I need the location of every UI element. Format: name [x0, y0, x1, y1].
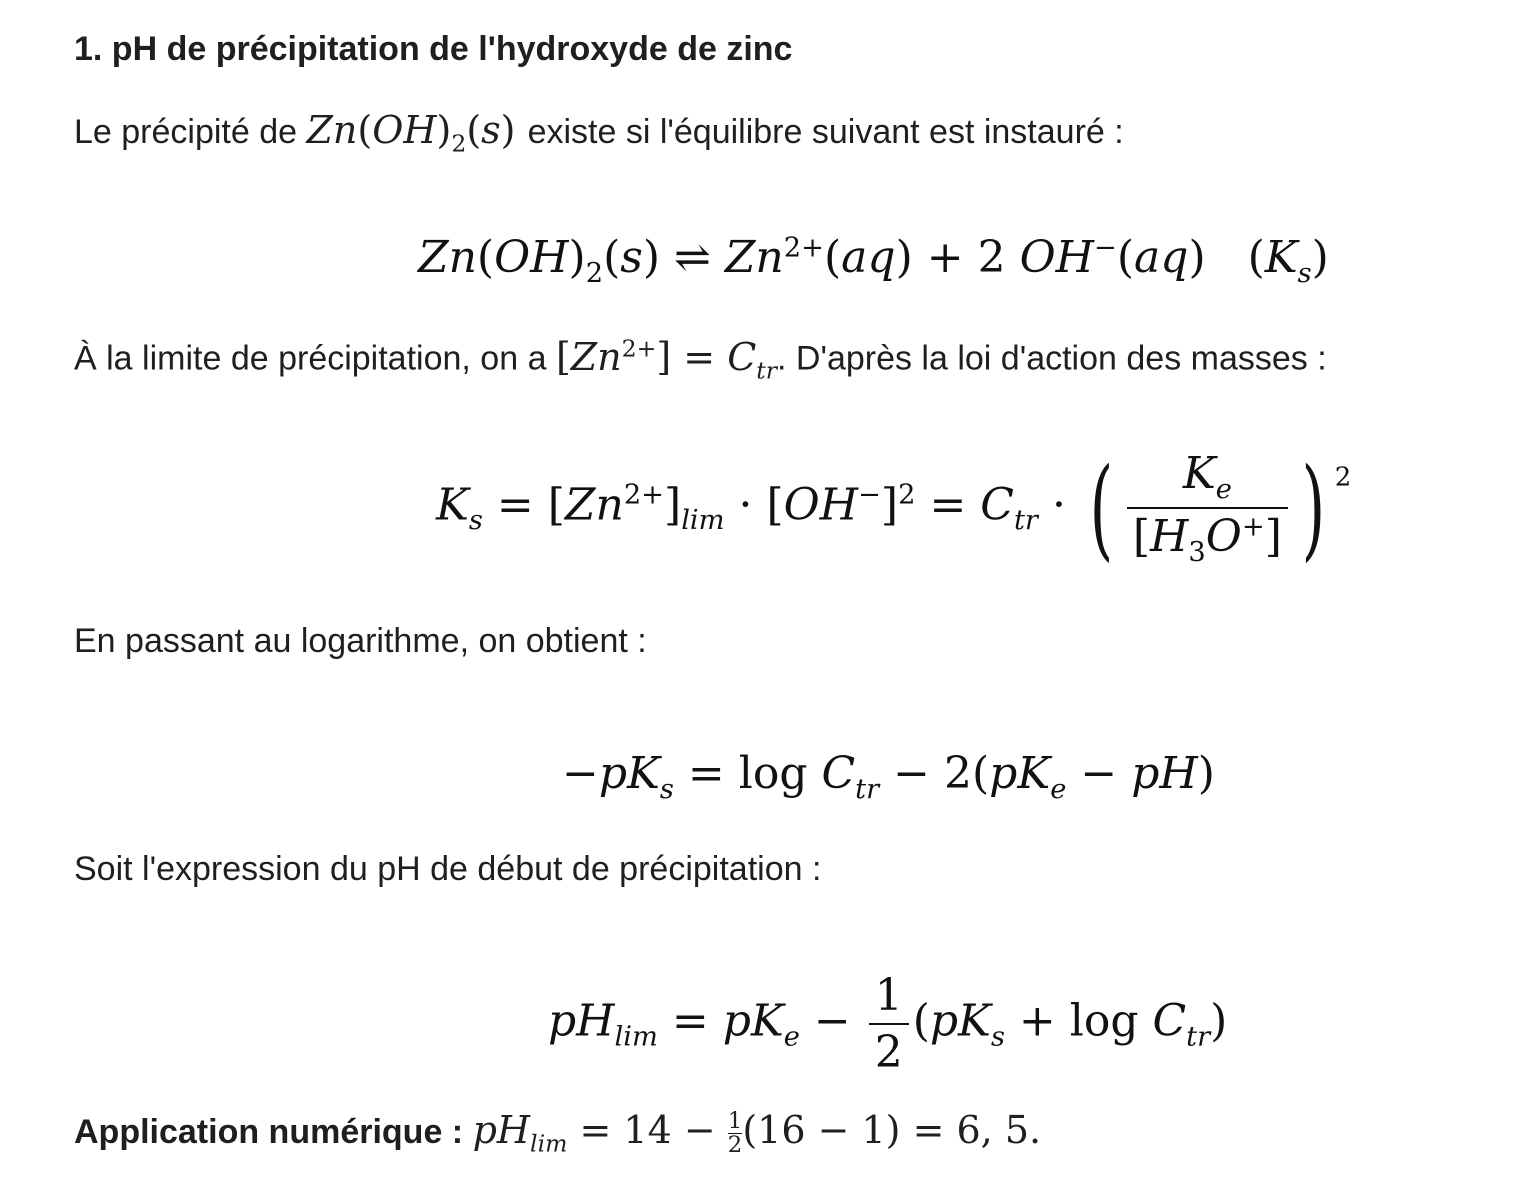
paragraph-limit — [74, 334, 1327, 384]
paragraph-intro-before: Le précipité de — [74, 113, 298, 151]
paragraph-limit-after: . D'après la loi d'action des masses : — [777, 339, 1327, 378]
application-label: Application numérique : — [74, 1113, 464, 1151]
equation-ks-expression: $K_s = [Zn^{2+}]_{lim} \cdot [OH^-]^2 = C_{tr}$ · ( $\frac{K_e}{[H_3O^+]}$ ) $^2$ — [436, 443, 1352, 572]
paragraph-intro-after: existe si l'équilibre suivant est instauré : — [527, 113, 1124, 151]
equation-equilibrium: $Zn(OH)_2(s)$ ⇌ $Zn^{2+}(aq) + 2$ OH−(aq) $(K_s)$ — [418, 232, 1329, 289]
equation-ph-lim: $pH_{lim} = pK_e$ − $\frac{1}{2}$ $(pK_s + \log C_{tr})$ — [548, 970, 1228, 1078]
inline-formula-zn-ctr: $[Zn^{2+}] = C_{tr}$ — [555, 334, 777, 385]
paragraph-expression: Soit l'expression du pH de début de précipitation : — [74, 850, 822, 888]
paragraph-intro — [74, 108, 1124, 158]
application-formula: $pH_{lim} = 14$ − $\frac{1}{2}$ (16 − 1) = 6, 5. — [472, 1108, 1042, 1158]
paragraph-log: En passant au logarithme, on obtient : — [74, 622, 647, 660]
paragraph-limit-before: À la limite de précipitation, on a — [74, 339, 547, 378]
application-value: 6, 5. — [956, 1108, 1042, 1152]
application-numerique — [74, 1108, 1041, 1158]
equation-log: $-pK_s = \log C_{tr} - 2(pK_e - pH)$ — [562, 748, 1215, 805]
inline-formula-znoh2: $Zn(OH)_2(s)$ — [306, 108, 528, 158]
section-heading: 1. pH de précipitation de l'hydroxyde de zinc — [74, 30, 793, 68]
